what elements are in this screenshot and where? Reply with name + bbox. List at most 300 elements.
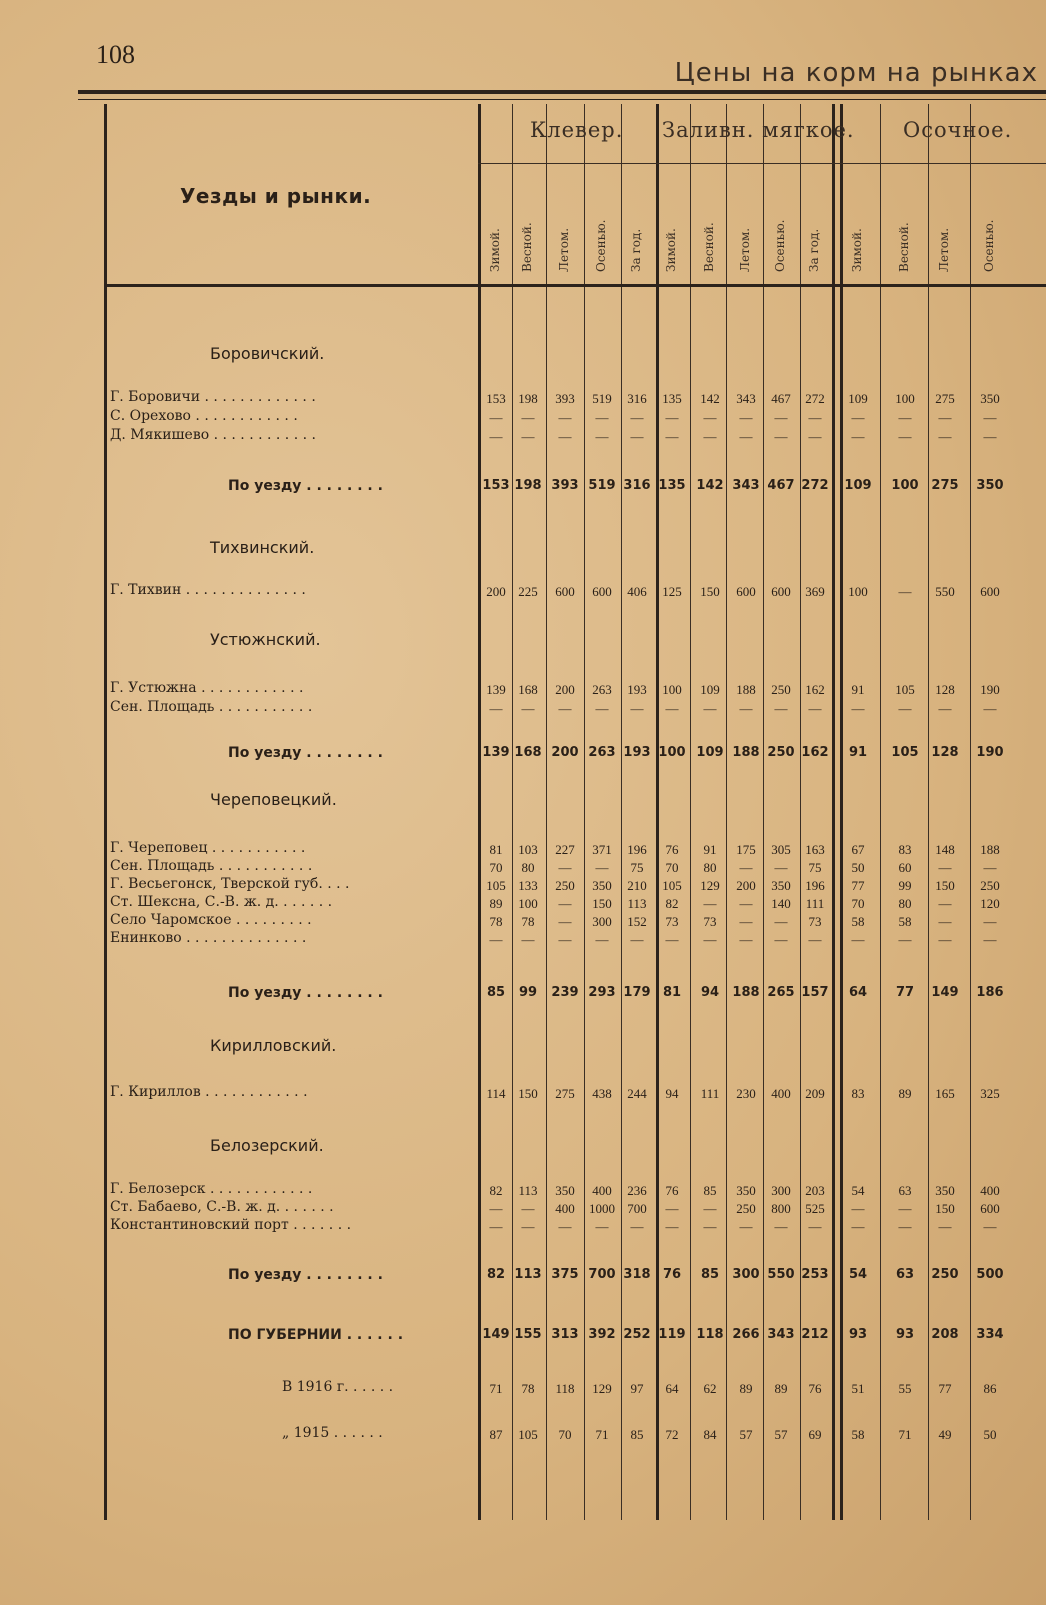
table-cell: 393 <box>555 391 575 406</box>
table-cell: 266 <box>732 1327 760 1342</box>
market-label: Г. Кириллов . . . . . . . . . . . . <box>110 1084 308 1100</box>
table-cell: — <box>489 1219 503 1234</box>
table-cell: 73 <box>808 914 822 929</box>
table-cell: — <box>665 1219 679 1234</box>
table-cell: 188 <box>732 985 760 1000</box>
season-header: Осенью. <box>773 219 787 272</box>
table-cell: 58 <box>898 914 912 929</box>
table-cell: 190 <box>980 682 1000 697</box>
table-cell: 105 <box>891 745 919 760</box>
table-cell: 193 <box>623 745 651 760</box>
table-cell: — <box>739 410 753 425</box>
table-cell: — <box>983 410 997 425</box>
table-cell: 400 <box>980 1183 1000 1198</box>
top-rule-thin <box>78 99 1046 100</box>
table-cell: 72 <box>665 1427 679 1442</box>
table-cell: 85 <box>630 1427 644 1442</box>
column-divider <box>656 104 659 1520</box>
table-cell: 200 <box>555 682 575 697</box>
table-cell: 152 <box>627 914 647 929</box>
table-cell: 263 <box>588 745 616 760</box>
table-cell: 63 <box>895 1267 915 1282</box>
season-header: Весной. <box>520 222 534 272</box>
table-cell: 120 <box>980 896 1000 911</box>
table-cell: 113 <box>514 1267 542 1282</box>
section-title: Череповецкий. <box>210 790 337 809</box>
table-cell: 168 <box>514 745 542 760</box>
table-cell: — <box>558 860 572 875</box>
table-cell: 275 <box>555 1086 575 1101</box>
table-cell: 1000 <box>589 1201 615 1216</box>
table-cell: 250 <box>771 682 791 697</box>
table-cell: 150 <box>700 584 720 599</box>
header-bottom-rule <box>104 284 1046 287</box>
table-cell: 83 <box>898 842 912 857</box>
table-cell: — <box>808 1219 822 1234</box>
table-cell: — <box>595 932 609 947</box>
table-cell: — <box>938 914 952 929</box>
table-cell: 239 <box>551 985 579 1000</box>
market-label: С. Орехово . . . . . . . . . . . . <box>110 408 298 424</box>
column-divider <box>880 104 881 1520</box>
table-cell: 275 <box>931 478 959 493</box>
page-number: 108 <box>96 40 135 69</box>
market-label: Г. Череповец . . . . . . . . . . . <box>110 840 306 856</box>
table-cell: — <box>808 932 822 947</box>
table-cell: 85 <box>486 985 506 1000</box>
table-cell: 519 <box>588 478 616 493</box>
column-divider <box>621 104 622 1520</box>
table-cell: — <box>521 410 535 425</box>
table-cell: — <box>595 429 609 444</box>
table-cell: 350 <box>976 478 1004 493</box>
table-cell: 82 <box>486 1267 506 1282</box>
table-cell: — <box>703 1201 717 1216</box>
table-cell: 343 <box>767 1327 795 1342</box>
table-cell: 438 <box>592 1086 612 1101</box>
table-cell: 153 <box>482 478 510 493</box>
column-divider <box>970 104 971 1520</box>
table-cell: — <box>595 701 609 716</box>
top-rule-thick <box>78 90 1046 94</box>
table-cell: 76 <box>808 1381 822 1396</box>
table-cell: — <box>983 701 997 716</box>
table-cell: — <box>739 1219 753 1234</box>
column-divider <box>512 104 513 1520</box>
table-cell: 64 <box>665 1381 679 1396</box>
table-cell: 100 <box>658 745 686 760</box>
table-cell: 250 <box>555 878 575 893</box>
table-cell: 350 <box>555 1183 575 1198</box>
table-cell: — <box>739 860 753 875</box>
table-cell: 118 <box>696 1327 724 1342</box>
table-cell: 179 <box>623 985 651 1000</box>
table-cell: 343 <box>732 478 760 493</box>
table-cell: 109 <box>848 391 868 406</box>
table-cell: 140 <box>771 896 791 911</box>
table-cell: 316 <box>627 391 647 406</box>
table-cell: 111 <box>805 896 825 911</box>
table-cell: 76 <box>665 1183 679 1198</box>
table-cell: 109 <box>844 478 872 493</box>
column-divider <box>928 104 929 1520</box>
table-cell: 500 <box>976 1267 1004 1282</box>
table-cell: 100 <box>662 682 682 697</box>
table-cell: 82 <box>665 896 679 911</box>
table-cell: 163 <box>805 842 825 857</box>
table-cell: — <box>489 410 503 425</box>
table-cell: — <box>898 701 912 716</box>
district-total-label: По уезду . . . . . . . . <box>228 1267 383 1283</box>
table-cell: — <box>851 932 865 947</box>
table-cell: 250 <box>980 878 1000 893</box>
table-cell: 313 <box>551 1327 579 1342</box>
table-cell: — <box>703 896 717 911</box>
table-cell: — <box>558 410 572 425</box>
table-cell: 700 <box>588 1267 616 1282</box>
table-cell: 111 <box>700 1086 720 1101</box>
table-cell: 113 <box>627 896 647 911</box>
table-cell: 350 <box>736 1183 756 1198</box>
table-cell: 519 <box>592 391 612 406</box>
table-cell: — <box>983 1219 997 1234</box>
table-cell: 64 <box>848 985 868 1000</box>
market-label: Г. Устюжна . . . . . . . . . . . . <box>110 680 304 696</box>
table-cell: 392 <box>588 1327 616 1342</box>
market-label: Г. Белозерск . . . . . . . . . . . . <box>110 1181 313 1197</box>
table-cell: — <box>558 429 572 444</box>
table-cell: 188 <box>732 745 760 760</box>
table-cell: — <box>558 914 572 929</box>
table-cell: — <box>489 429 503 444</box>
table-cell: 80 <box>521 860 535 875</box>
table-cell: 80 <box>898 896 912 911</box>
table-cell: — <box>595 410 609 425</box>
table-cell: 250 <box>931 1267 959 1282</box>
table-cell: 86 <box>983 1381 997 1396</box>
table-cell: 139 <box>486 682 506 697</box>
table-cell: — <box>665 410 679 425</box>
table-cell: 109 <box>696 745 724 760</box>
table-cell: — <box>703 410 717 425</box>
table-cell: 406 <box>627 584 647 599</box>
table-cell: 100 <box>895 391 915 406</box>
table-cell: 157 <box>801 985 829 1000</box>
table-cell: — <box>808 410 822 425</box>
table-cell: 89 <box>774 1381 788 1396</box>
table-cell: 70 <box>851 896 865 911</box>
table-cell: 128 <box>935 682 955 697</box>
table-cell: 71 <box>898 1427 912 1442</box>
season-header: Летом. <box>738 227 752 272</box>
market-label: Ст. Бабаево, С.-В. ж. д. . . . . . . <box>110 1199 334 1215</box>
table-cell: — <box>938 896 952 911</box>
table-cell: 208 <box>931 1327 959 1342</box>
table-cell: 325 <box>980 1086 1000 1101</box>
table-cell: 93 <box>848 1327 868 1342</box>
table-cell: — <box>630 1219 644 1234</box>
table-cell: — <box>739 932 753 947</box>
table-cell: 82 <box>489 1183 503 1198</box>
table-cell: — <box>665 1201 679 1216</box>
column-divider <box>584 104 585 1520</box>
season-header: Зимой. <box>488 228 502 272</box>
table-cell: 600 <box>592 584 612 599</box>
table-cell: 77 <box>895 985 915 1000</box>
table-cell: — <box>851 429 865 444</box>
table-cell: — <box>521 1201 535 1216</box>
column-divider <box>546 104 547 1520</box>
table-cell: 300 <box>592 914 612 929</box>
table-cell: 350 <box>935 1183 955 1198</box>
table-cell: 97 <box>630 1381 644 1396</box>
table-cell: 393 <box>551 478 579 493</box>
table-cell: 91 <box>851 682 865 697</box>
table-cell: 600 <box>736 584 756 599</box>
table-cell: 83 <box>851 1086 865 1101</box>
table-cell: 275 <box>935 391 955 406</box>
table-cell: 212 <box>801 1327 829 1342</box>
table-cell: — <box>898 429 912 444</box>
comparison-label: В 1916 г. . . . . . <box>282 1379 394 1395</box>
table-cell: — <box>851 410 865 425</box>
section-title: Боровичский. <box>210 344 325 363</box>
table-cell: 203 <box>805 1183 825 1198</box>
district-total-label: По уезду . . . . . . . . <box>228 985 383 1001</box>
table-cell: 371 <box>592 842 612 857</box>
table-cell: 550 <box>767 1267 795 1282</box>
season-header: Зимой. <box>850 228 864 272</box>
table-cell: 54 <box>848 1267 868 1282</box>
table-cell: 142 <box>696 478 724 493</box>
table-cell: 99 <box>898 878 912 893</box>
table-cell: — <box>938 429 952 444</box>
table-cell: 78 <box>521 1381 535 1396</box>
market-label: Сен. Площадь . . . . . . . . . . . <box>110 699 313 715</box>
table-cell: — <box>774 410 788 425</box>
table-cell: — <box>739 914 753 929</box>
table-cell: — <box>665 701 679 716</box>
comparison-label: „ 1915 . . . . . . <box>282 1425 383 1441</box>
table-cell: 150 <box>935 878 955 893</box>
table-cell: 305 <box>771 842 791 857</box>
table-cell: — <box>983 932 997 947</box>
season-header: Весной. <box>702 222 716 272</box>
table-cell: 227 <box>555 842 575 857</box>
table-cell: 300 <box>771 1183 791 1198</box>
table-cell: 81 <box>662 985 682 1000</box>
table-cell: 196 <box>627 842 647 857</box>
table-cell: 150 <box>935 1201 955 1216</box>
table-cell: 84 <box>703 1427 717 1442</box>
section-title: Устюжнский. <box>210 630 321 649</box>
table-cell: 94 <box>700 985 720 1000</box>
table-cell: — <box>558 932 572 947</box>
table-cell: — <box>665 932 679 947</box>
table-cell: 236 <box>627 1183 647 1198</box>
table-cell: 149 <box>482 1327 510 1342</box>
table-cell: — <box>630 410 644 425</box>
table-cell: 525 <box>805 1201 825 1216</box>
season-header: Летом. <box>937 227 951 272</box>
table-cell: 81 <box>489 842 503 857</box>
table-cell: 175 <box>736 842 756 857</box>
table-cell: — <box>630 932 644 947</box>
table-cell: — <box>774 914 788 929</box>
table-cell: — <box>851 1201 865 1216</box>
column-divider <box>832 104 835 1520</box>
table-cell: 105 <box>895 682 915 697</box>
table-cell: 129 <box>592 1381 612 1396</box>
table-cell: 400 <box>555 1201 575 1216</box>
table-cell: 350 <box>592 878 612 893</box>
table-cell: 57 <box>739 1427 753 1442</box>
table-cell: — <box>898 932 912 947</box>
table-cell: 293 <box>588 985 616 1000</box>
table-cell: 272 <box>801 478 829 493</box>
table-cell: — <box>938 410 952 425</box>
district-total-label: По уезду . . . . . . . . <box>228 478 383 494</box>
table-cell: 70 <box>489 860 503 875</box>
province-total-label: ПО ГУБЕРНИИ . . . . . . <box>228 1327 404 1343</box>
season-header: Весной. <box>897 222 911 272</box>
table-cell: 73 <box>665 914 679 929</box>
market-label: Енинково . . . . . . . . . . . . . . <box>110 930 307 946</box>
season-header: Летом. <box>557 227 571 272</box>
table-cell: 118 <box>555 1381 575 1396</box>
table-cell: 193 <box>627 682 647 697</box>
table-cell: — <box>521 932 535 947</box>
table-cell: 76 <box>665 842 679 857</box>
table-cell: 600 <box>771 584 791 599</box>
table-frame <box>104 104 1046 1524</box>
table-cell: — <box>739 701 753 716</box>
table-cell: — <box>898 1219 912 1234</box>
table-cell: 230 <box>736 1086 756 1101</box>
table-cell: 70 <box>558 1427 572 1442</box>
table-cell: 69 <box>808 1427 822 1442</box>
table-cell: 190 <box>976 745 1004 760</box>
table-cell: — <box>703 1219 717 1234</box>
table-cell: 250 <box>767 745 795 760</box>
table-cell: 550 <box>935 584 955 599</box>
table-cell: 89 <box>489 896 503 911</box>
section-title: Кирилловский. <box>210 1036 337 1055</box>
table-cell: 700 <box>627 1201 647 1216</box>
table-cell: 168 <box>518 682 538 697</box>
table-cell: 600 <box>980 1201 1000 1216</box>
table-cell: 139 <box>482 745 510 760</box>
table-cell: — <box>489 1201 503 1216</box>
table-cell: 119 <box>658 1327 686 1342</box>
table-cell: 125 <box>662 584 682 599</box>
table-cell: 135 <box>662 391 682 406</box>
table-cell: 350 <box>771 878 791 893</box>
group-header-rule <box>478 163 1046 164</box>
table-cell: — <box>808 701 822 716</box>
table-cell: 105 <box>486 878 506 893</box>
table-cell: 135 <box>658 478 686 493</box>
table-cell: 150 <box>592 896 612 911</box>
table-cell: 200 <box>486 584 506 599</box>
table-cell: — <box>558 896 572 911</box>
table-cell: 133 <box>518 878 538 893</box>
table-cell: 162 <box>801 745 829 760</box>
table-cell: 85 <box>703 1183 717 1198</box>
table-cell: 70 <box>665 860 679 875</box>
table-cell: 467 <box>767 478 795 493</box>
table-cell: 63 <box>898 1183 912 1198</box>
season-header: Осенью. <box>982 219 996 272</box>
table-cell: 198 <box>514 478 542 493</box>
table-cell: — <box>774 1219 788 1234</box>
group-header: Заливн. мягкое. <box>662 118 855 142</box>
season-header: Осенью. <box>594 219 608 272</box>
season-header: Зимой. <box>664 228 678 272</box>
table-cell: 467 <box>771 391 791 406</box>
table-cell: 350 <box>980 391 1000 406</box>
table-cell: 148 <box>935 842 955 857</box>
table-cell: 85 <box>700 1267 720 1282</box>
season-header: За год. <box>807 228 821 272</box>
market-label: Село Чаромское . . . . . . . . . <box>110 912 312 928</box>
table-cell: — <box>489 701 503 716</box>
table-cell: 99 <box>518 985 538 1000</box>
table-cell: — <box>851 1219 865 1234</box>
group-header: Осочное. <box>903 118 1013 142</box>
table-cell: 600 <box>980 584 1000 599</box>
table-cell: 78 <box>489 914 503 929</box>
table-cell: 369 <box>805 584 825 599</box>
table-cell: 600 <box>555 584 575 599</box>
table-cell: 71 <box>489 1381 503 1396</box>
table-cell: 400 <box>592 1183 612 1198</box>
table-cell: 60 <box>898 860 912 875</box>
table-cell: 188 <box>736 682 756 697</box>
table-cell: — <box>558 1219 572 1234</box>
section-title: Белозерский. <box>210 1136 324 1155</box>
table-cell: 142 <box>700 391 720 406</box>
season-header: За год. <box>629 228 643 272</box>
table-cell: 113 <box>518 1183 538 1198</box>
column-divider <box>840 104 843 1520</box>
table-cell: — <box>521 429 535 444</box>
table-cell: 73 <box>703 914 717 929</box>
table-cell: — <box>558 701 572 716</box>
table-cell: 77 <box>938 1381 952 1396</box>
table-cell: 91 <box>703 842 717 857</box>
table-cell: 87 <box>489 1427 503 1442</box>
table-cell: 272 <box>805 391 825 406</box>
table-cell: 265 <box>767 985 795 1000</box>
table-cell: — <box>898 584 912 599</box>
table-cell: 244 <box>627 1086 647 1101</box>
table-cell: 78 <box>521 914 535 929</box>
table-cell: — <box>739 896 753 911</box>
table-cell: 198 <box>518 391 538 406</box>
table-cell: 89 <box>898 1086 912 1101</box>
table-cell: 100 <box>848 584 868 599</box>
table-cell: — <box>938 860 952 875</box>
table-cell: 58 <box>851 914 865 929</box>
table-cell: — <box>774 860 788 875</box>
table-cell: — <box>898 410 912 425</box>
table-cell: 100 <box>891 478 919 493</box>
table-cell: 196 <box>805 878 825 893</box>
table-cell: 334 <box>976 1327 1004 1342</box>
table-cell: 55 <box>898 1381 912 1396</box>
table-cell: — <box>774 429 788 444</box>
